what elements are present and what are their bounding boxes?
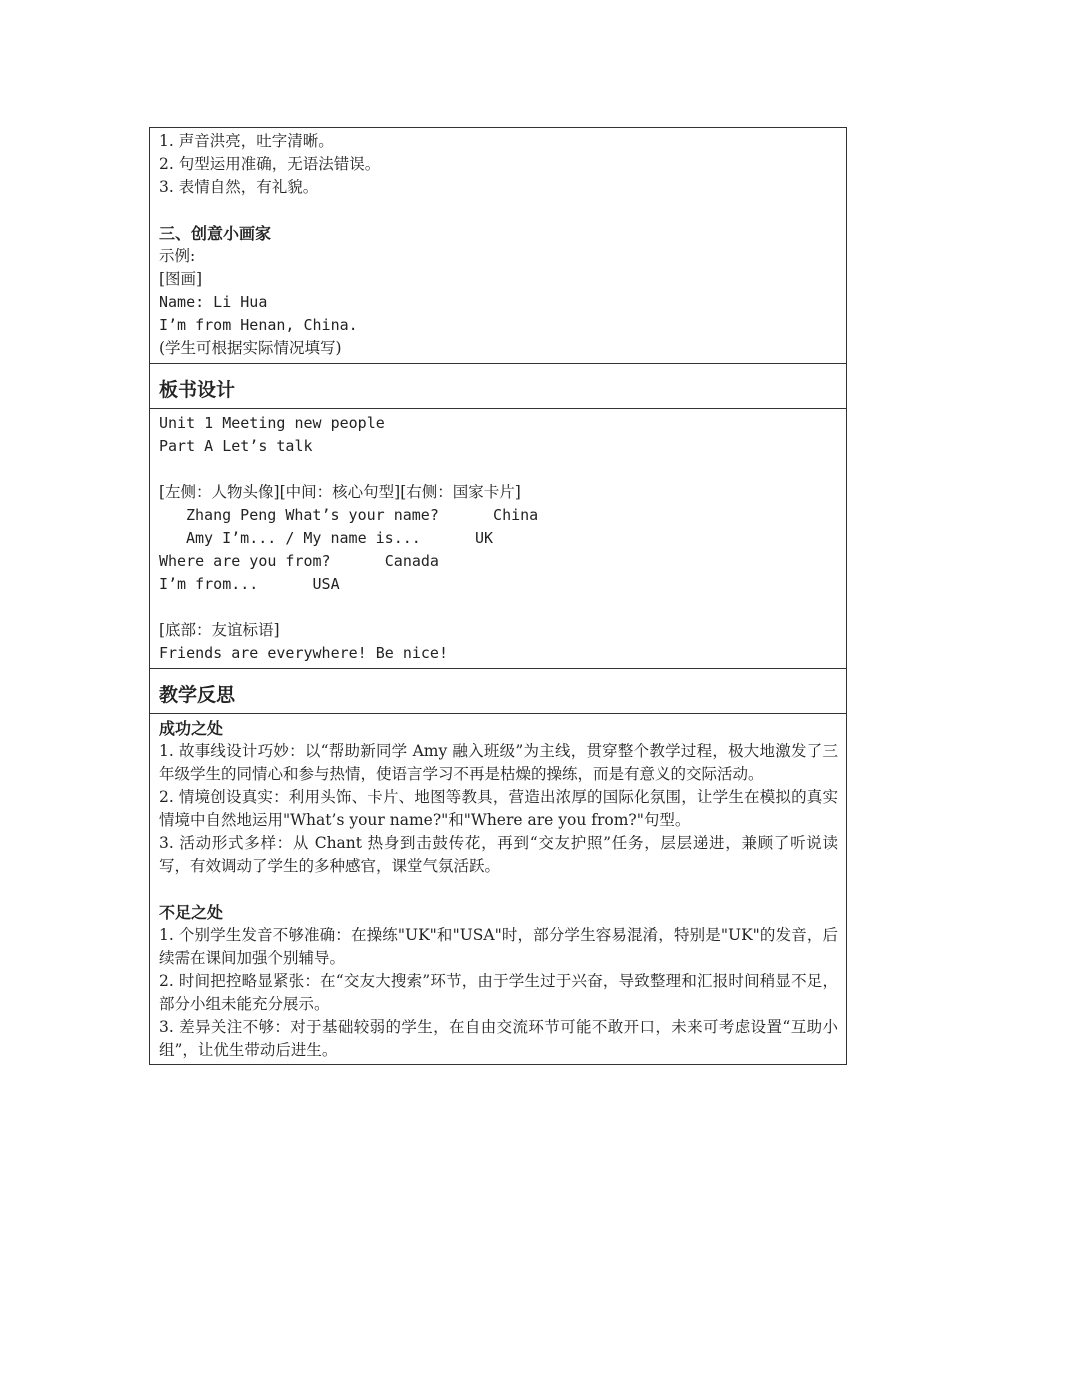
reflection-heading-cell <box>150 668 846 713</box>
name-line: Name: Li Hua <box>159 293 268 311</box>
lesson-plan-table <box>149 127 847 1065</box>
criteria-line-2: 2. 句型运用准确，无语法错误。 <box>159 155 381 173</box>
board-heading: 板书设计 <box>159 379 236 401</box>
example-label: 示例: <box>159 247 196 265</box>
spacer <box>159 878 838 901</box>
criteria-line-3: 3. 表情自然，有礼貌。 <box>159 178 319 196</box>
success-title: 成功之处 <box>159 719 224 738</box>
evaluation-cell <box>150 128 846 363</box>
weakness-item-3: 3. 差异关注不够：对于基础较弱的学生，在自由交流环节可能不敢开口，未来可考虑设置“互助小组”，让优生带动后进生。 <box>159 1018 838 1059</box>
success-item-3: 3. 活动形式多样：从 Chant 热身到击鼓传花，再到“交友护照”任务，层层递进，兼顾了听说读写，有效调动了学生的多种感官，课堂气氛活跃。 <box>159 834 838 875</box>
board-row-1: Zhang Peng What’s your name? China <box>186 506 539 524</box>
weakness-title: 不足之处 <box>159 903 224 922</box>
layout-line: [左侧：人物头像][中间：核心句型][右侧：国家卡片] <box>159 483 521 501</box>
weakness-item-1: 1. 个别学生发音不够准确：在操练"UK"和"USA"时，部分学生容易混淆，特别是"UK"的发音，后续需在课间加强个别辅导。 <box>159 926 838 967</box>
board-row-4: I’m from... USA <box>159 575 340 593</box>
note-line: (学生可根据实际情况填写) <box>159 339 342 357</box>
drawing-label: [图画] <box>159 270 203 288</box>
success-item-1: 1. 故事线设计巧妙：以“帮助新同学 Amy 融入班级”为主线，贯穿整个教学过程，极大地激发了三年级学生的同情心和参与热情，使语言学习不再是枯燥的操练，而是有意义的交际活动。 <box>159 742 838 783</box>
reflection-heading: 教学反思 <box>159 684 236 706</box>
slogan-line: Friends are everywhere! Be nice! <box>159 644 448 662</box>
success-item-2: 2. 情境创设真实：利用头饰、卡片、地图等教具，营造出浓厚的国际化氛围，让学生在模拟的真实情境中自然地运用"What’s your name?"和"Where are you from?"句型。 <box>159 788 838 829</box>
part-line: Part A Let’s talk <box>159 437 313 455</box>
unit-line: Unit 1 Meeting new people <box>159 414 385 432</box>
board-row-2: Amy I’m... / My name is... UK <box>186 529 494 547</box>
spacer <box>159 596 838 619</box>
criteria-line-1: 1. 声音洪亮，吐字清晰。 <box>159 132 334 150</box>
board-content-cell <box>150 408 846 668</box>
from-line: I’m from Henan, China. <box>159 316 358 334</box>
reflection-content-cell <box>150 713 846 1064</box>
bottom-label: [底部：友谊标语] <box>159 621 280 639</box>
board-heading-cell <box>150 363 846 408</box>
section-title: 三、创意小画家 <box>159 224 272 243</box>
spacer <box>159 199 838 222</box>
weakness-item-2: 2. 时间把控略显紧张：在“交友大搜索”环节，由于学生过于兴奋，导致整理和汇报时间稍显不足，部分小组未能充分展示。 <box>159 972 838 1013</box>
spacer <box>159 458 838 481</box>
board-row-3: Where are you from? Canada <box>159 552 439 570</box>
